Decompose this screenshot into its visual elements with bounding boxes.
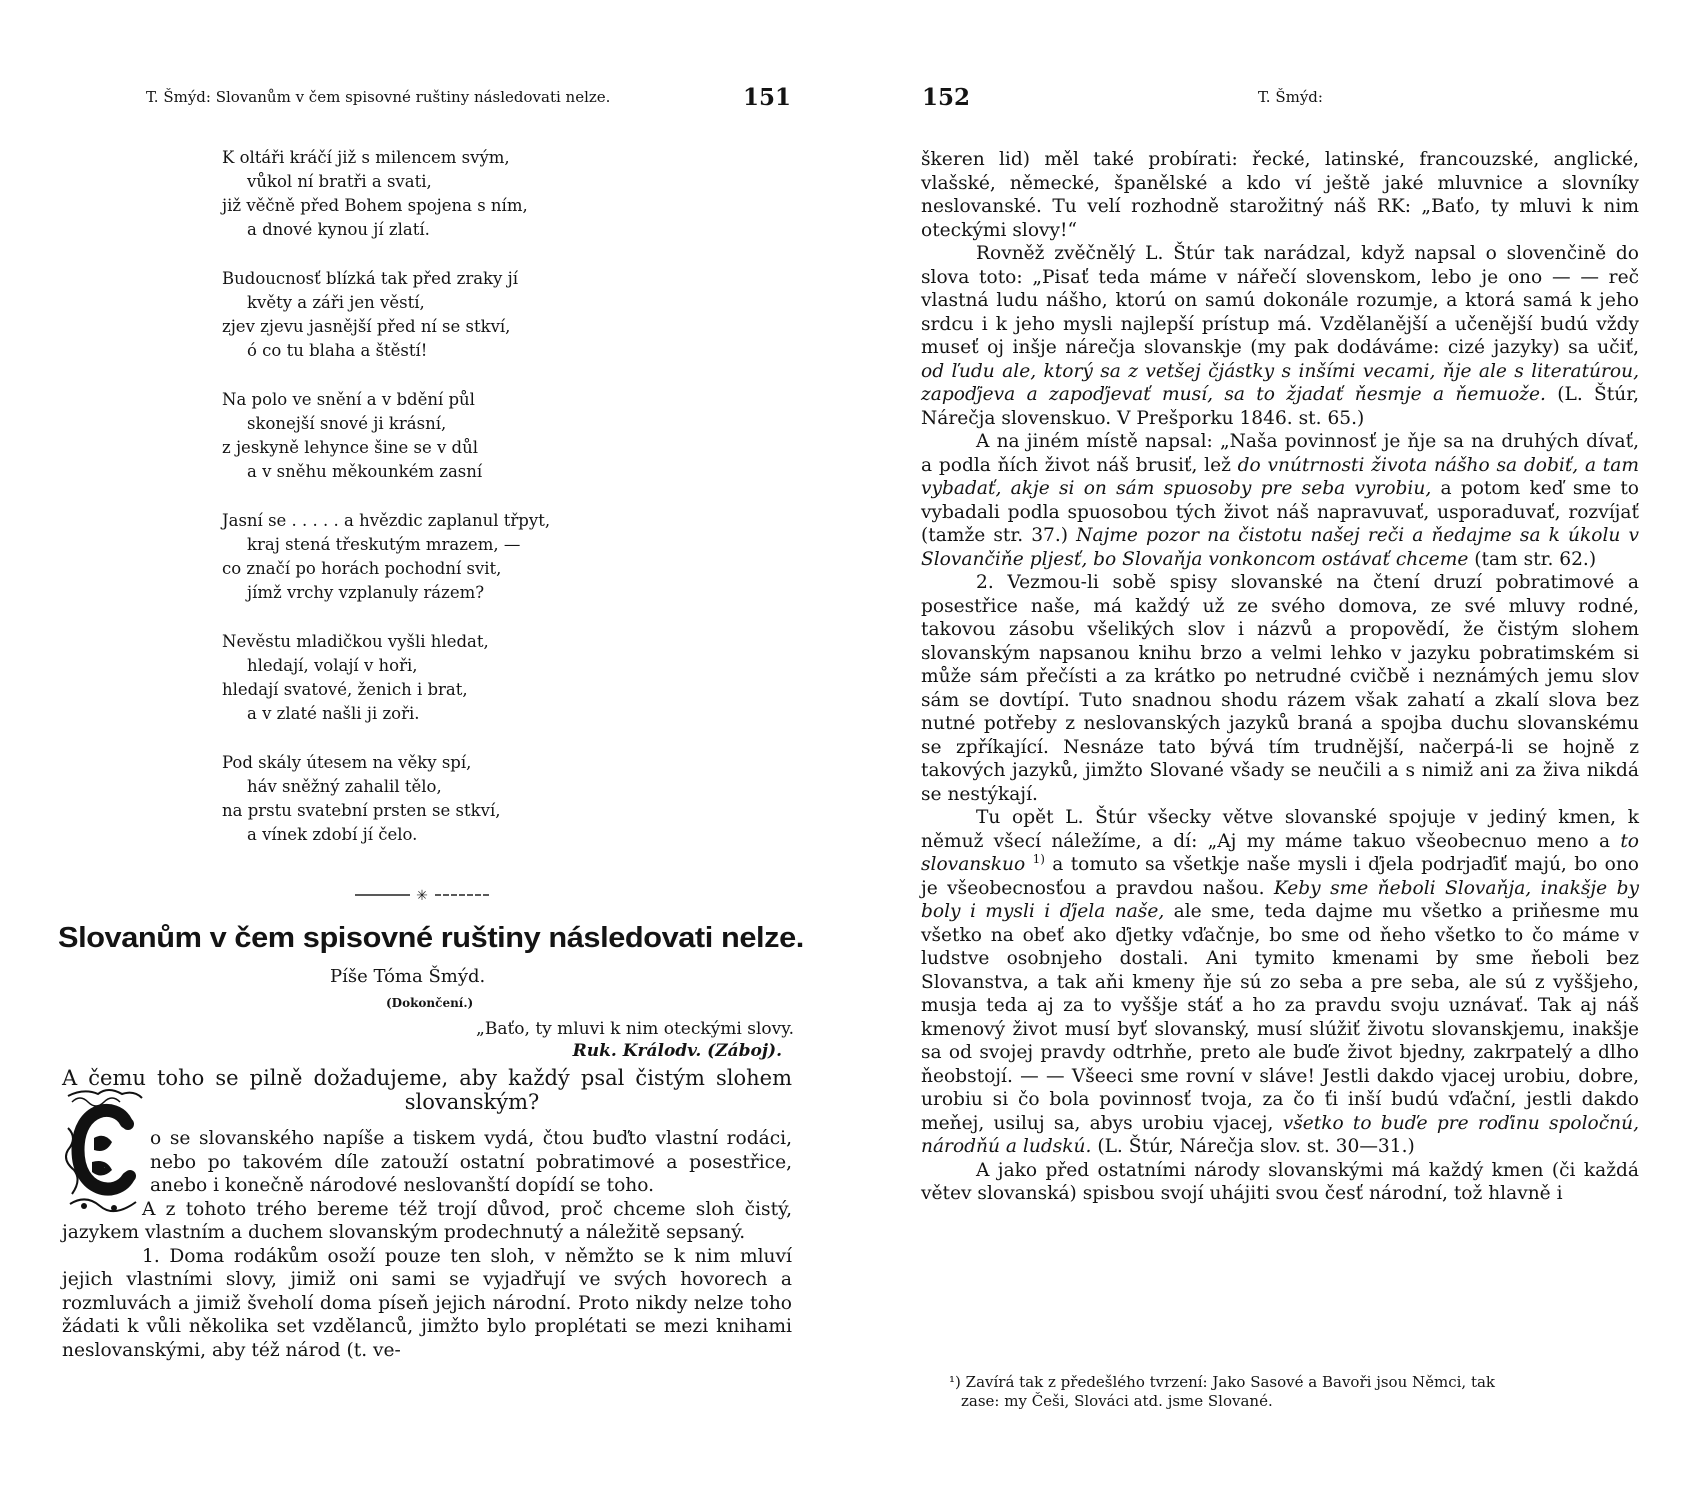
italic-quote: to slovanskuo (921, 830, 1639, 875)
text-run: (L. Štúr, Nárečja slov. st. 30—31.) (1091, 1136, 1415, 1157)
poem-stanza (222, 751, 642, 847)
italic-quote: od ľudu ale, ktorý sa z vetšej čjástky s inšími vecami, ňje ale s literatúrou, zapoďjeva a zapoďjevať musí, sa to žjadať ňesmje a ňemuože. (921, 360, 1639, 405)
footnote-line-2: zase: my Češi, Slováci atd. jsme Slované. (961, 1392, 1273, 1410)
text-run: (tam str. 62.) (1468, 548, 1597, 570)
text-run: (L. Štúr, Nárečja slovenskuo. V Prešporku 1846. st. 65.) (921, 384, 1639, 429)
svg-text:✳: ✳ (416, 889, 428, 901)
poem-line: hledají, volají v hoři, (247, 656, 418, 675)
footnote-text: Zavírá tak z předešlého tvrzení: Jako Sasové a Bavoři jsou Němci, tak (965, 1373, 1496, 1391)
italic-quote: do vnútrnosti života nášho sa dobiť, a tam vybadať, akje si on sám spuosoby pre seba vyrobiu, (921, 454, 1639, 499)
paragraph-2-point: 2. Vezmou-li sobě spisy slovanské na čtení druzí pobratimové a posestřice naše, má každý už ze svého domova, ze své mluvy rodné, takovou zásobu všelikých slov i názvů a propovědí, že čistým slohem slovanským napsanou knihu brzo a velmi lehko v jazyku pobratimském si může sám přečísti a za krátko po netrudné cvičbě i neznámých jemu slov sám se dovtípí. Tuto snadnou shodu rázem však zahatí a zkalí slova bez nutné potřeby z neslovanských jazyků braná a spojba duchu slovanskému se zpříkající. Nesnáze tato bývá tím trudnější, načerpá-li se hojně z takových jazyků, jimžto Slované všady se neučili a s nimiž ani za živa nikdá se nestýkají. (921, 572, 1639, 805)
byline: Píše Tóma Šmýd. (330, 966, 486, 987)
italic-quote: všetko to buďe pre roďinu spoločnú, národňú a ludskú. (921, 1112, 1639, 1157)
poem-stanza (222, 509, 642, 605)
poem-line: co značí po horách pochodní svit, (222, 559, 502, 578)
poem-line: již věčně před Bohem spojena s ním, (222, 196, 528, 215)
poem-line: a vínek zdobí jí čelo. (247, 825, 418, 844)
poem-line: z jeskyně lehynce šine se v důl (222, 438, 478, 457)
poem-line: Pod skály útesem na věky spí, (222, 753, 472, 772)
right-body (921, 148, 1639, 1206)
paragraph-continued: škeren lid) měl také probírati: řecké, latinské, francouzské, anglické, vlašské, německé, španělské a kdo ví ještě jaké mluvnice a slovníky neslovanské. Tu velí rozhodně starožitný náš RK: „Baťo, ty mluvi k nim oteckými slovy!“ (921, 149, 1639, 241)
poem (222, 146, 642, 872)
poem-line: květy a záři jen věstí, (247, 293, 425, 312)
poem-line: Nevěstu mladičkou vyšli hledat, (222, 632, 489, 651)
initial-letter: C (104, 1168, 105, 1169)
lead-paragraph: o se slovanského napíše a tiskem vydá, čtou buďto vlastní rodáci, nebo po takovém díle zatouží ostatní pobratimové a posestřice, anebo i konečně národové neslovanští dopídí se toho. (150, 1128, 792, 1196)
page-number-right: 152 (922, 84, 971, 111)
paragraph-2: A z tohoto trého bereme též trojí důvod, proč chceme sloh čistý, jazykem vlastním a duchem slovanským prodechnutý a náležitě sepsaný. (62, 1198, 792, 1243)
epigraph-quote: „Baťo, ty mluvi k nim oteckými slovy. (476, 1019, 794, 1039)
poem-line: K oltáři kráčí již s milencem svým, (222, 148, 510, 167)
poem-line: a dnové kynou jí zlatí. (247, 220, 430, 239)
poem-line: vůkol ní bratři a svati, (247, 172, 432, 191)
poem-line: hledají svatové, ženich i brat, (222, 680, 468, 699)
poem-line: skonejší snové ji krásní, (247, 414, 447, 433)
article-title: Slovanům v čem spisovné ruštiny následovati nelze. (58, 922, 804, 954)
poem-line: Jasní se . . . . . a hvězdic zaplanul třpyt, (222, 511, 551, 530)
poem-line: a v zlaté našli ji zoři. (247, 704, 420, 723)
epigraph-source: Ruk. Králodv. (Záboj). (572, 1041, 782, 1061)
paragraph-stur-1 (921, 242, 1639, 430)
page-number-left: 151 (743, 84, 792, 111)
italic-quote: Najme pozor na čistotu našej reči a ňedajme sa k úkolu v Slovančiňe pljesť, bo Slovaňja vonkoncom ostávať chceme (921, 525, 1640, 570)
poem-stanza (222, 267, 642, 363)
poem-line: a v sněhu měkounkém zasní (247, 462, 483, 481)
poem-stanza (222, 146, 642, 242)
poem-line: Na polo ve snění a v bdění půl (222, 390, 475, 409)
poem-line: na prstu svatební prsten se stkví, (222, 801, 501, 820)
footnote (921, 1373, 1639, 1411)
epigraph (294, 1018, 794, 1062)
text-run: Tu opět L. Štúr všecky větve slovanské spojuje v jediný kmen, k němuž všecí náležíme, a dí: „Aj my máme takuo všeobecnuo meno a (921, 807, 1639, 852)
footnote-line-1 (921, 1373, 1639, 1392)
poem-line: háv sněžný zahalil tělo, (247, 777, 442, 796)
poem-stanza (222, 388, 642, 484)
poem-line: kraj stená třeskutým mrazem, — (247, 535, 521, 554)
poem-line: jímž vrchy vzplanuly rázem? (247, 583, 485, 602)
text-run: Rovněž zvěčnělý L. Štúr tak narádzal, když napsal o slovenčině do slova toto: „Pisať teda máme v nářečí slovenskom, lebo je ono — — reč vlastná ludu nášho, ktorú on samú dokonále rozumje, a ktorá samá k jeho srdcu i k jeho mysli najlepší prístup má. Vzdělanější a učenější budú vždy museť oj inšje nárečja slovanskje (my pak dodáváme: cizé jazyky) sa učiť, (921, 243, 1639, 358)
section-question (62, 1066, 792, 1114)
continued-note: (Dokončení.) (386, 996, 474, 1010)
question-line-1: A čemu toho se pilně dožadujeme, aby každý psal čistým slohem (62, 1066, 792, 1090)
text-run: a potom keď sme to vybadali podla spuosobou tých život náš napravuvať, usporaduvať, rozvíjať (tamže str. 37.) (921, 478, 1639, 546)
poem-stanza (222, 630, 642, 726)
paragraph-stur-2 (921, 430, 1639, 571)
section-separator (355, 889, 490, 901)
question-line-2: slovanským? (404, 1090, 540, 1114)
text-run: ale sme, teda dajme mu všetko a priňesme mu všetko na obeť ako ďjetky vďačnje, bo sme od ňeho všetko to čo máme v ludstve osobnjeho dostali. Ani tymito kmenami by sme ňeboli bez Slovanstva, a tak aňi kmeny ňje sú zo seba a pre seba, ale sú z vyššjeho, musja teda aj za to vyššje stáť a ho za pravdu svoju uznávať. Tak aj náš kmenový život musí byť slovanský, musí slúžiť životu slovanskjemu, inakšje sa od svojej pravdy odtrhňe, preto ale buďe život bjedny, zakrpatelý a dlho ňeobstojí. — — Všeeci sme rovní v sláve! Jestli dakdo vjacej urobiu, dobre, urobiu si čo bola povinnosť tvoja, za čo ťi inší budú vďační, jestli dakdo meňej, usiluj sa, abys urobiu vjacej, (921, 901, 1639, 1134)
paragraph-3: 1. Doma rodákům osoží pouze ten sloh, v němžto se k nim mluví jejich vlastními slovy, jimiž oni sami se vyjadřují ve svých hovorech a rozmluvách a jimiž šveholí doma píseň jejich národní. Proto nikdy nelze toho žádati k vůli několika set vzdělanců, jimžto bylo proplétati se mezi knihami neslovanskými, aby též národ (t. ve- (62, 1245, 792, 1361)
text-run: A na jiném místě napsal: „Naša povinnosť je ňje sa na druhých dívať, a podla ňích život náš brusiť, lež (921, 431, 1639, 476)
footnote-marker: ¹) (949, 1373, 961, 1391)
text-run: a tomuto sa všetkje naše mysli i ďjela podrjaďiť majú, bo ono je všeobecnosťou a pravdou našou. (921, 854, 1639, 899)
poem-line: zjev zjevu jasnější před ní se stkví, (222, 317, 511, 336)
poem-line: ó co tu blaha a štěstí! (247, 341, 428, 360)
poem-line: Budoucnosť blízká tak před zraky jí (222, 269, 519, 288)
running-head-left: T. Šmýd: Slovanům v čem spisovné ruštiny následovati nelze. (146, 88, 611, 106)
footnote-reference: 1) (1032, 851, 1045, 866)
paragraph-stur-3 (921, 806, 1639, 1159)
running-head-right: T. Šmýd: (1258, 88, 1323, 106)
left-body (62, 1127, 792, 1362)
paragraph-final: A jako před ostatními národy slovanskými má každý kmen (či každá větev slovanská) spisbou svojí uhájiti svou česť národní, tož hlavně i (921, 1159, 1639, 1204)
italic-quote: Keby sme ňeboli Slovaňja, inakšje by boly i mysli i ďjela naše, (921, 877, 1639, 922)
